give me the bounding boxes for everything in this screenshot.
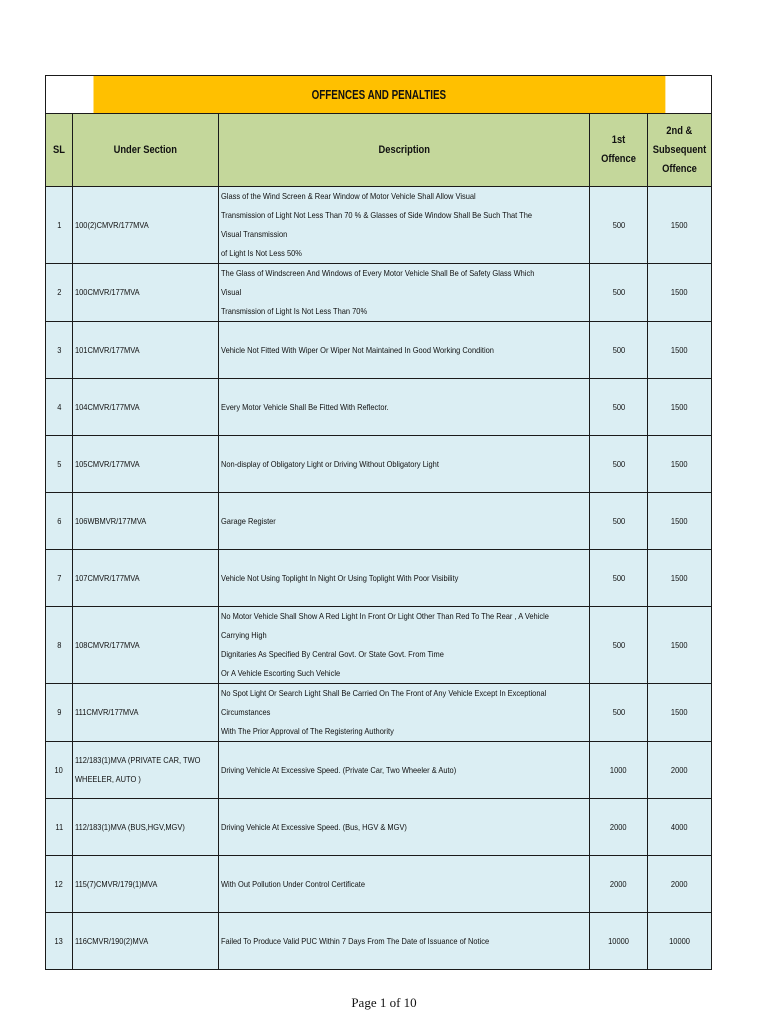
first-offence-cell: 2000 (590, 856, 648, 913)
sl-cell: 10 (46, 742, 73, 799)
description-cell: Glass of the Wind Screen & Rear Window of Motor Vehicle Shall Allow Visual Transmission of Light Not Less Than 70 % & Glasses of Side Window Shall Be Such That The Visual Transmission of Light Is Not Less 50% (219, 187, 590, 264)
under-section-cell: 106WBMVR/177MVA (73, 493, 219, 550)
first-offence-cell: 10000 (590, 913, 648, 970)
under-section-cell: 111CMVR/177MVA (73, 684, 219, 742)
table-row (46, 607, 712, 684)
under-section-cell: 100(2)CMVR/177MVA (73, 187, 219, 264)
under-section-cell: 108CMVR/177MVA (73, 607, 219, 684)
subsequent-offence-cell: 1500 (648, 550, 712, 607)
table-row (46, 322, 712, 379)
description-cell: Driving Vehicle At Excessive Speed. (Private Car, Two Wheeler & Auto) (219, 742, 590, 799)
sl-cell: 2 (46, 264, 73, 322)
header-description: Description (219, 114, 590, 187)
sl-cell: 5 (46, 436, 73, 493)
first-offence-cell: 500 (590, 684, 648, 742)
description-cell: With Out Pollution Under Control Certificate (219, 856, 590, 913)
table-row (46, 187, 712, 264)
sl-cell: 1 (46, 187, 73, 264)
table-row (46, 913, 712, 970)
title-row (46, 76, 712, 114)
table-row (46, 436, 712, 493)
sl-cell: 3 (46, 322, 73, 379)
offences-penalties-table (45, 75, 712, 970)
table-row (46, 379, 712, 436)
under-section-cell: 105CMVR/177MVA (73, 436, 219, 493)
first-offence-cell: 500 (590, 436, 648, 493)
first-offence-cell: 500 (590, 493, 648, 550)
first-offence-cell: 500 (590, 379, 648, 436)
sl-cell: 12 (46, 856, 73, 913)
table-row (46, 493, 712, 550)
subsequent-offence-cell: 1500 (648, 322, 712, 379)
first-offence-cell: 500 (590, 607, 648, 684)
first-offence-cell: 500 (590, 550, 648, 607)
header-sl: SL (46, 114, 73, 187)
table-row (46, 742, 712, 799)
table-row (46, 799, 712, 856)
header-first-offence: 1st Offence (590, 114, 648, 187)
subsequent-offence-cell: 1500 (648, 436, 712, 493)
sl-cell: 11 (46, 799, 73, 856)
table-row (46, 264, 712, 322)
subsequent-offence-cell: 2000 (648, 742, 712, 799)
description-cell: Driving Vehicle At Excessive Speed. (Bus, HGV & MGV) (219, 799, 590, 856)
description-cell: Every Motor Vehicle Shall Be Fitted With Reflector. (219, 379, 590, 436)
first-offence-cell: 2000 (590, 799, 648, 856)
description-cell: Garage Register (219, 493, 590, 550)
sl-cell: 4 (46, 379, 73, 436)
subsequent-offence-cell: 4000 (648, 799, 712, 856)
first-offence-cell: 500 (590, 187, 648, 264)
subsequent-offence-cell: 1500 (648, 187, 712, 264)
sl-cell: 7 (46, 550, 73, 607)
description-cell: Vehicle Not Using Toplight In Night Or Using Toplight With Poor Visibility (219, 550, 590, 607)
description-cell: Failed To Produce Valid PUC Within 7 Days From The Date of Issuance of Notice (219, 913, 590, 970)
table-row (46, 550, 712, 607)
first-offence-cell: 500 (590, 264, 648, 322)
under-section-cell: 112/183(1)MVA (PRIVATE CAR, TWO WHEELER, AUTO ) (73, 742, 219, 799)
description-cell: No Spot Light Or Search Light Shall Be Carried On The Front of Any Vehicle Except In Exceptional Circumstances With The Prior Approval of The Registering Authority (219, 684, 590, 742)
subsequent-offence-cell: 1500 (648, 684, 712, 742)
sl-cell: 6 (46, 493, 73, 550)
description-cell: Non-display of Obligatory Light or Driving Without Obligatory Light (219, 436, 590, 493)
under-section-cell: 100CMVR/177MVA (73, 264, 219, 322)
table-row (46, 684, 712, 742)
header-row (46, 114, 712, 187)
sl-cell: 9 (46, 684, 73, 742)
under-section-cell: 112/183(1)MVA (BUS,HGV,MGV) (73, 799, 219, 856)
subsequent-offence-cell: 1500 (648, 379, 712, 436)
under-section-cell: 101CMVR/177MVA (73, 322, 219, 379)
description-cell: No Motor Vehicle Shall Show A Red Light In Front Or Light Other Than Red To The Rear , A Vehicle Carrying High Dignitaries As Specified By Central Govt. Or State Govt. From Time Or A Vehicle Escorting Such Vehicle (219, 607, 590, 684)
sl-cell: 13 (46, 913, 73, 970)
under-section-cell: 107CMVR/177MVA (73, 550, 219, 607)
description-cell: The Glass of Windscreen And Windows of Every Motor Vehicle Shall Be of Safety Glass Which Visual Transmission of Light Is Not Less Than 70% (219, 264, 590, 322)
subsequent-offence-cell: 1500 (648, 493, 712, 550)
page-footer: Page 1 of 10 (351, 995, 417, 1010)
sl-cell: 8 (46, 607, 73, 684)
under-section-cell: 116CMVR/190(2)MVA (73, 913, 219, 970)
header-subsequent-offence: 2nd & Subsequent Offence (648, 114, 712, 187)
under-section-cell: 104CMVR/177MVA (73, 379, 219, 436)
first-offence-cell: 1000 (590, 742, 648, 799)
subsequent-offence-cell: 1500 (648, 607, 712, 684)
description-cell: Vehicle Not Fitted With Wiper Or Wiper Not Maintained In Good Working Condition (219, 322, 590, 379)
subsequent-offence-cell: 10000 (648, 913, 712, 970)
table-title: OFFENCES AND PENALTIES (92, 76, 665, 114)
first-offence-cell: 500 (590, 322, 648, 379)
subsequent-offence-cell: 1500 (648, 264, 712, 322)
table-row (46, 856, 712, 913)
header-under-section: Under Section (73, 114, 219, 187)
subsequent-offence-cell: 2000 (648, 856, 712, 913)
under-section-cell: 115(7)CMVR/179(1)MVA (73, 856, 219, 913)
